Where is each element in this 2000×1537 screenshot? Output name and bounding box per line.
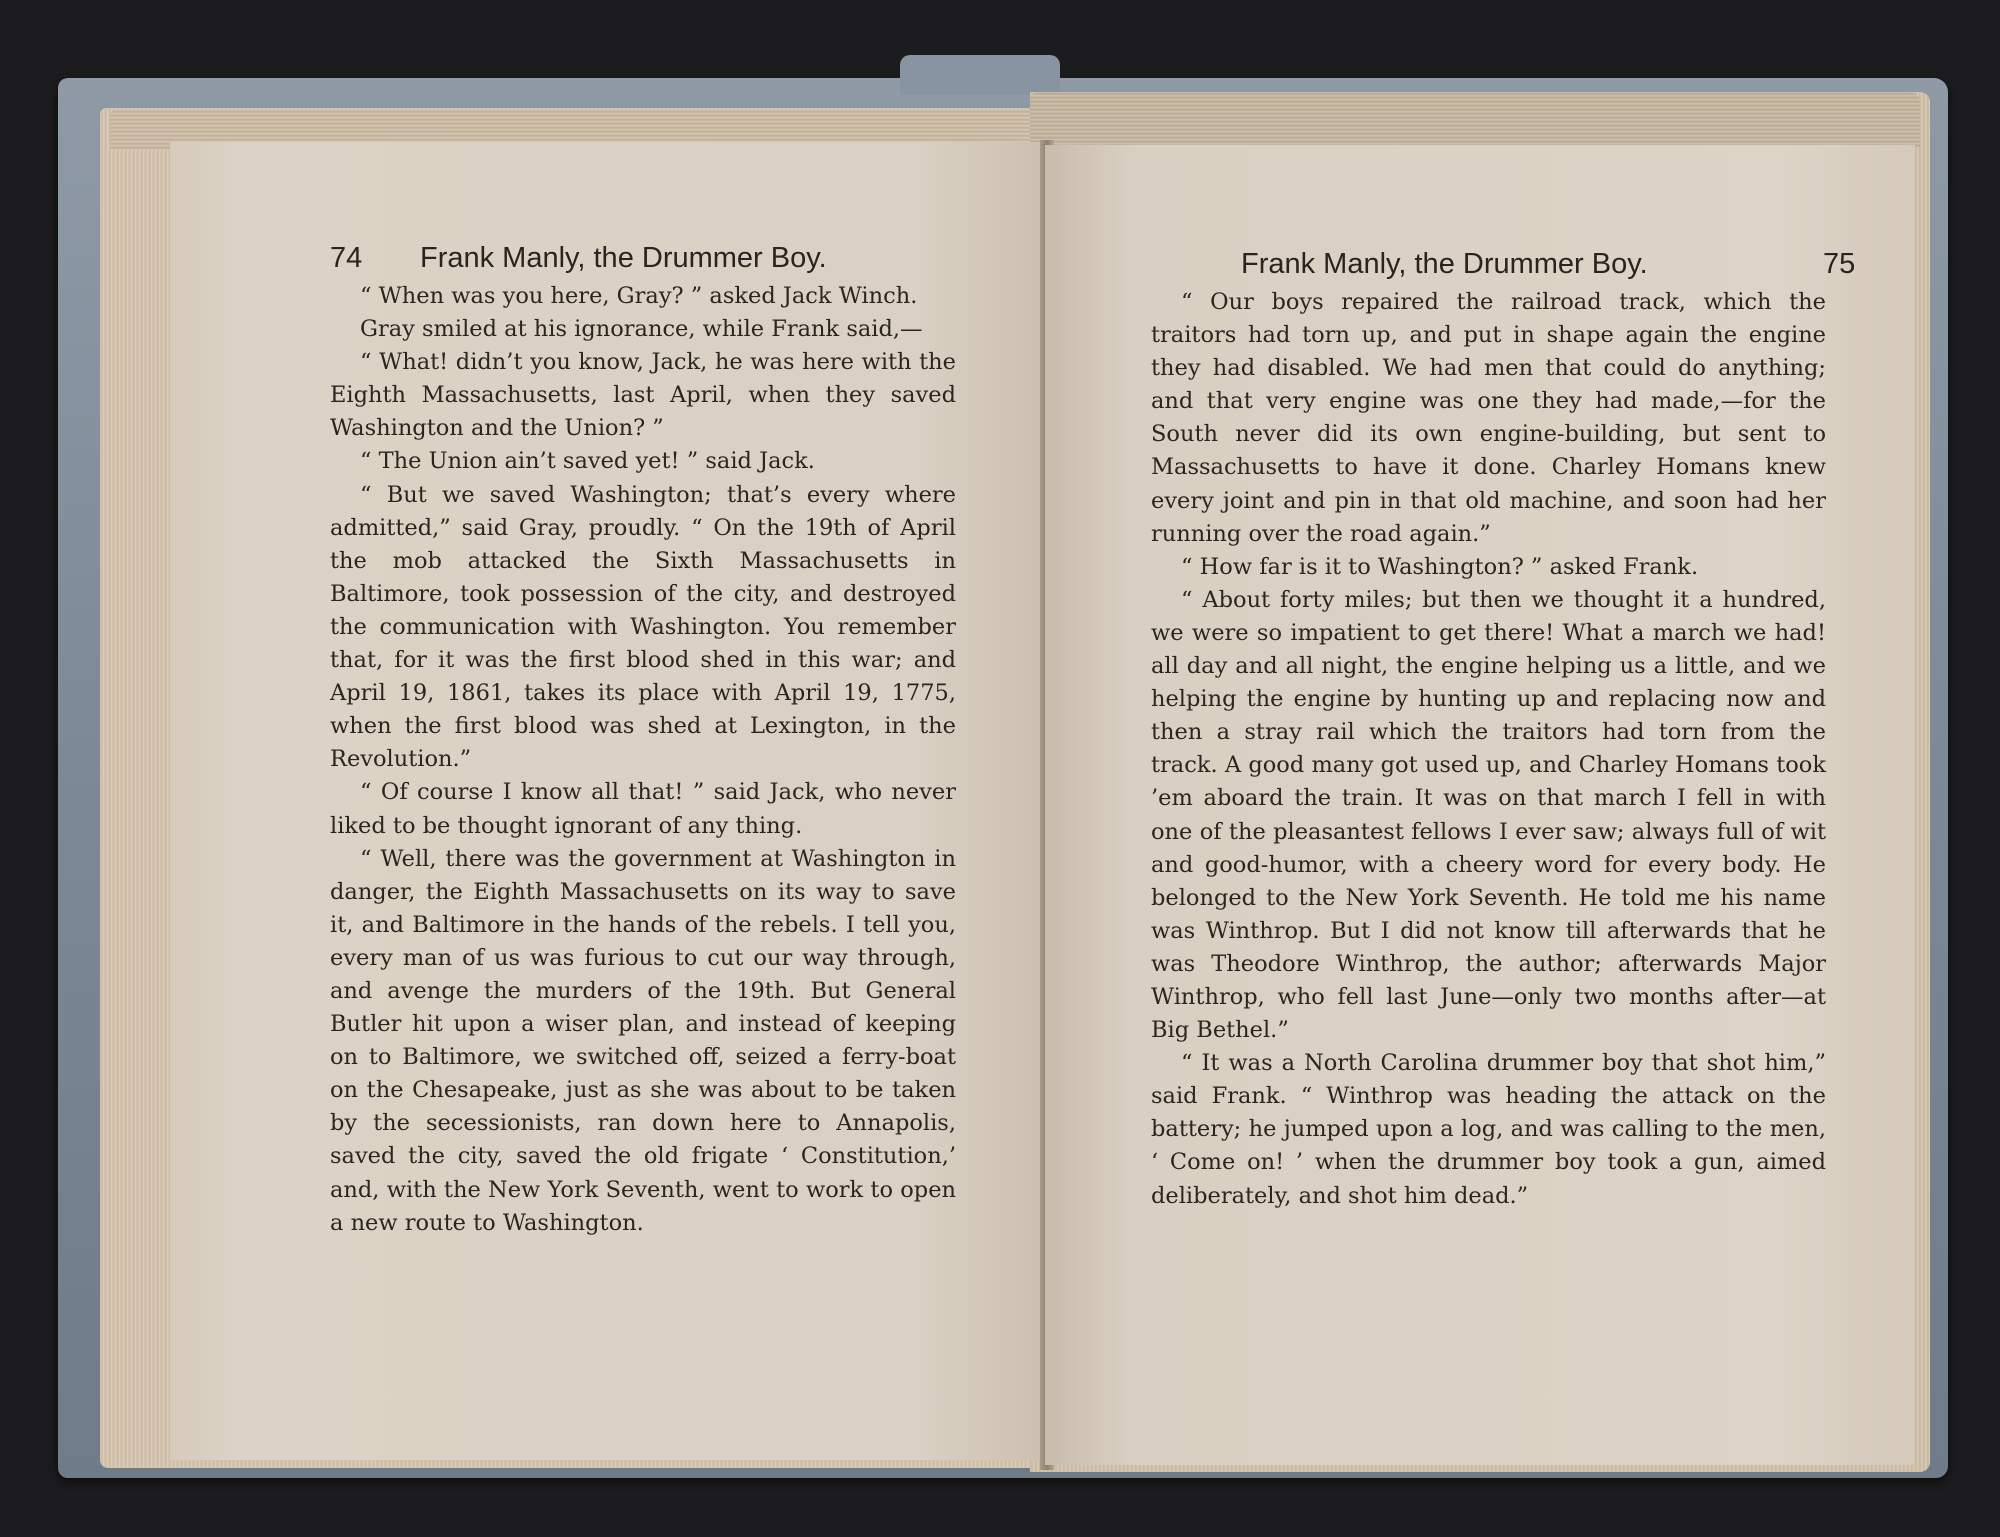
paragraph: “ About forty miles; but then we thought it a hundred, we were so impatient to get there! What a march we had! all day and all night, the engine helping us a little, and we helping the engine by hunting up and replacing now and then a stray rail which the traitors had torn from the track. A good many got used up, and Charley Homans took ’em aboard the train. It was on that march I fell in with one of the pleasantest fellows I ever saw; always full of wit and good-humor, with a cheery word for every body. He belonged to the New York Seventh. He told me his name was Winthrop. But I did not know till afterwards that he was Theodore Winthrop, the author; afterwards Major Winthrop, who fell last June—only two months after—at Big Bethel.” — [1151, 586, 1826, 1044]
paragraph: “ Well, there was the government at Washington in danger, the Eighth Massachusetts on its way to save it, and Baltimore in the hands of the rebels. I tell you, every man of us was furious to cut our way through, and avenge the murders of the 19th. But General Butler hit upon a wiser plan, and instead of keeping on to Baltimore, we switched off, seized a ferry-boat on the Chesapeake, just as she was about to be taken by the secessionists, ran down here to Annapolis, saved the city, saved the old frigate ‘ Constitution,’ and, with the New York Seventh, went to work to open a new route to Washington. — [330, 845, 956, 1236]
right-page-text — [1151, 286, 1826, 1213]
left-page-text — [330, 280, 956, 1240]
right-page — [1045, 145, 1915, 1465]
right-top-page-edges — [1030, 92, 1920, 147]
paragraph: “ It was a North Carolina drummer boy that shot him,” said Frank. “ Winthrop was heading the attack on the battery; he jumped upon a log, and was calling to the men, ‘ Come on! ’ when the drummer boy took a gun, aimed deliberately, and shot him dead.” — [1151, 1050, 1826, 1209]
right-running-head: Frank Manly, the Drummer Boy. — [1241, 248, 1648, 280]
paragraph: “ Our boys repaired the railroad track, which the traitors had torn up, and put in shape again the engine they had disabled. We had men that could do anything; and that very engine was one they had made,—for the South never did its own engine-building, but sent to Massachusetts to have it done. Charley Homans knew every joint and pin in that old machine, and soon had her running over the road again.” — [1151, 289, 1826, 547]
left-page — [170, 142, 1050, 1460]
paragraph: “ What! didn’t you know, Jack, he was here with the Eighth Massachusetts, last April, when they saved Washington and the Union? ” — [330, 349, 956, 442]
book-spine-top — [900, 55, 1060, 95]
paragraph: “ The Union ain’t saved yet! ” said Jack. — [360, 448, 815, 475]
paragraph: “ How far is it to Washington? ” asked Frank. — [1181, 553, 1699, 580]
paragraph: “ When was you here, Gray? ” asked Jack Winch. — [360, 283, 918, 309]
right-page-number: 75 — [1823, 248, 1856, 280]
left-page-number: 74 — [330, 242, 363, 274]
paragraph: “ Of course I know all that! ” said Jack, who never liked to be thought ignorant of any thing. — [330, 779, 956, 839]
left-running-head: Frank Manly, the Drummer Boy. — [420, 242, 827, 274]
paragraph: Gray smiled at his ignorance, while Frank said,— — [360, 316, 923, 343]
paragraph: “ But we saved Washington; that’s every where admitted,” said Gray, proudly. “ On the 19th of April the mob attacked the Sixth Massachusetts in Baltimore, took possession of the city, and destroyed the communication with Washington. You remember that, for it was the first blood shed in this war; and April 19, 1861, takes its place with April 19, 1775, when the first blood was shed at Lexington, in the Revolution.” — [330, 481, 956, 773]
